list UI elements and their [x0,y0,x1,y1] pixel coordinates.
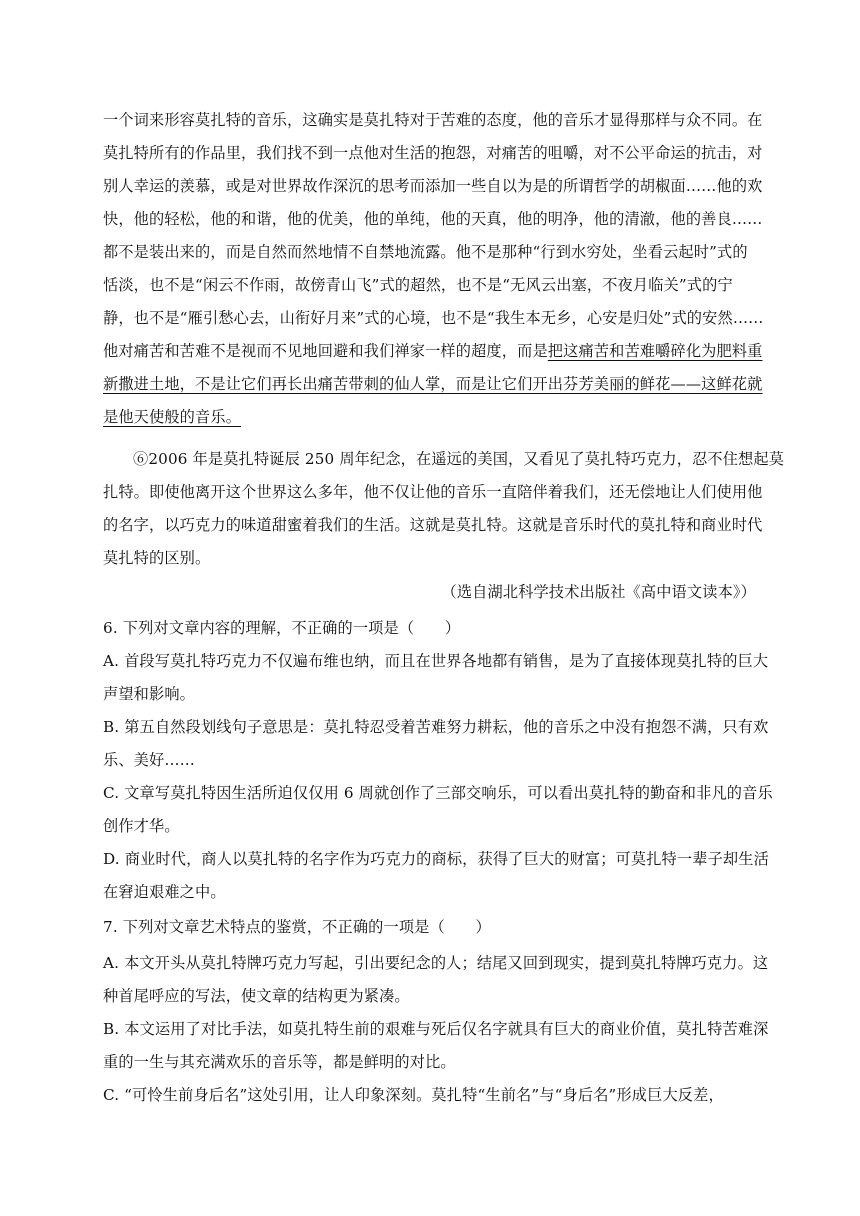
text-line: 的名字，以巧克力的味道甜蜜着我们的生活。这就是莫扎特。这就是音乐时代的莫扎特和商业时代 [103,516,763,534]
text-line: 都不是装出来的，而是自然而然地情不自禁地流露。他不是那种“行到水穷处，坐看云起时”式的 [103,243,748,261]
underlined-sentence: 新撒进土地，不是让它们再长出痛苦带刺的仙人掌，而是让它们开出芬芳美丽的鲜花——这鲜花就 [103,375,763,393]
option-a-continued: 种首尾呼应的写法，使文章的结构更为紧凑。 [103,987,410,1005]
question-stem: 7. 下列对文章艺术特点的鉴赏，不正确的一项是（ ） [103,918,491,936]
text-line [103,341,763,361]
option-d-continued: 在窘迫艰难之中。 [103,883,226,901]
option-a: A. 本文开头从莫扎特牌巧克力写起，引出要纪念的人；结尾又回到现实，提到莫扎特牌巧克力。这 [103,954,769,972]
option-c: C. 文章写莫扎特因生活所迫仅仅用 6 周就创作了三部交响乐，可以看出莫扎特的勤奋和非凡的音乐 [103,784,773,802]
option-a: A. 首段写莫扎特巧克力不仅遍布维也纳，而且在世界各地都有销售，是为了直接体现莫扎特的巨大 [103,652,769,670]
option-b-continued: 重的一生与其充满欢乐的音乐等，都是鲜明的对比。 [103,1053,456,1071]
text-line: ⑥2006 年是莫扎特诞辰 250 周年纪念，在遥远的美国，又看见了莫扎特巧克力，忍不住想起莫 [133,450,785,468]
option-c: C. “可怜生前身后名”这处引用，让人印象深刻。莫扎特“生前名”与“身后名”形成巨大反差， [103,1086,724,1104]
question-stem: 6. 下列对文章内容的理解，不正确的一项是（ ） [103,619,461,637]
text-line: 别人幸运的羡慕，或是对世界故作深沉的思考而添加一些自以为是的所谓哲学的胡椒面……他的欢 [103,177,763,195]
underlined-sentence: 把这痛苦和苦难嚼碎化为肥料重 [547,342,763,360]
underlined-sentence: 是他天使般的音乐。 [103,408,242,426]
text-line: 快，他的轻松，他的和谐，他的优美，他的单纯，他的天真，他的明净，他的清澈，他的善良…… [103,210,763,228]
text-line: 静，也不是“雁引愁心去，山衔好月来”式的心境，也不是“我生本无乡，心安是归处”式的安然…… [103,309,764,327]
source-citation: （选自湖北科学技术出版社《高中语文读本》） [441,583,756,601]
text-segment: 他对痛苦和苦难不是视而不见地回避和我们禅家一样的超度，而是 [103,342,548,360]
text-line: 一个词来形容莫扎特的音乐，这确实是莫扎特对于苦难的态度，他的音乐才显得那样与众不同。在 [103,111,763,129]
text-line: 扎特。即使他离开这个世界这么多年，他不仅让他的音乐一直陪伴着我们，还无偿地让人们使用他 [103,483,763,501]
text-line: 莫扎特的区别。 [103,549,211,567]
option-a-continued: 声望和影响。 [103,685,196,703]
option-b: B. 本文运用了对比手法，如莫扎特生前的艰难与死后仅名字就具有巨大的商业价值，莫扎特苦难深 [103,1020,769,1038]
text-line: 莫扎特所有的作品里，我们找不到一点他对生活的抱怨，对痛苦的咀嚼，对不公平命运的抗击，对 [103,144,763,162]
option-b-continued: 乐、美好…… [103,751,196,769]
option-b: B. 第五自然段划线句子意思是：莫扎特忍受着苦难努力耕耘，他的音乐之中没有抱怨不满，只有欢 [103,718,769,736]
text-line: 恬淡，也不是“闲云不作雨，故傍青山飞”式的超然，也不是“无风云出塞，不夜月临关”式的宁 [103,276,733,294]
option-d: D. 商业时代，商人以莫扎特的名字作为巧克力的商标，获得了巨大的财富；可莫扎特一辈子却生活 [103,850,769,868]
option-c-continued: 创作才华。 [103,817,180,835]
